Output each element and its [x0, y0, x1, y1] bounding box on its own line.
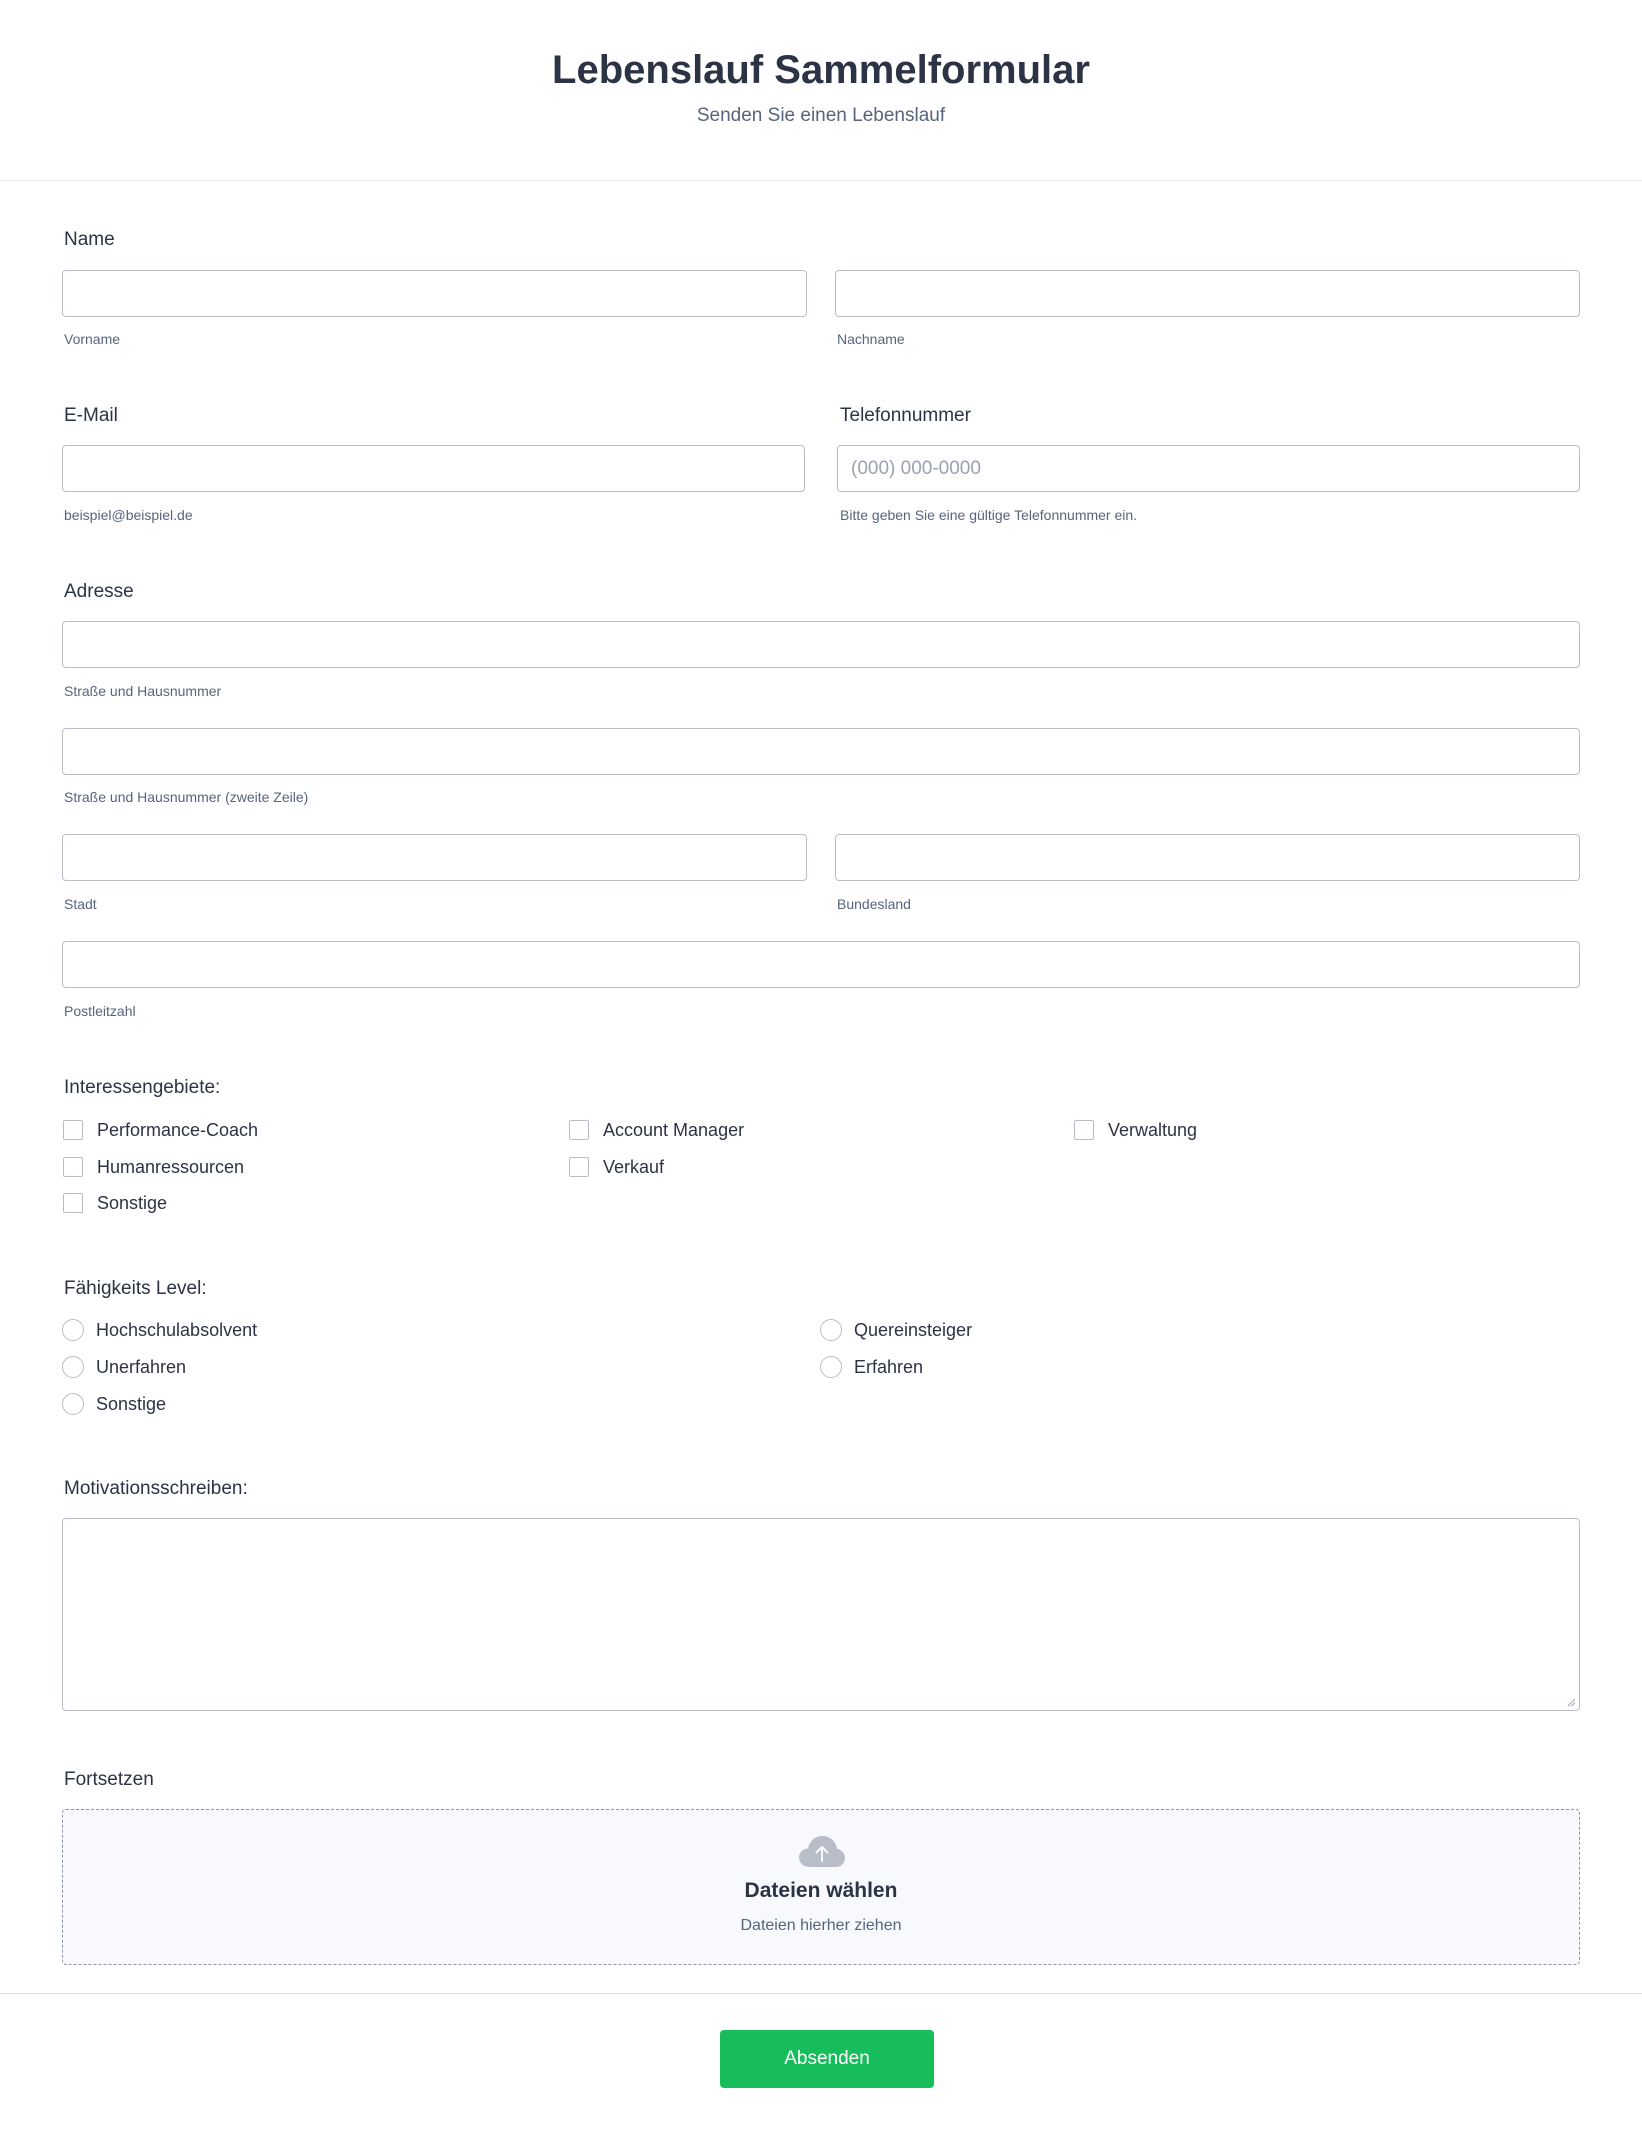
street2-input[interactable] [62, 728, 1580, 775]
last-name-input[interactable] [835, 270, 1580, 317]
phone-sublabel: Bitte geben Sie eine gültige Telefonnummer ein. [840, 507, 1138, 523]
checkbox[interactable] [63, 1157, 83, 1177]
radio-button[interactable] [62, 1319, 84, 1341]
zip-input[interactable] [62, 941, 1580, 988]
email-label: E-Mail [64, 405, 118, 426]
skill-option-hochschulabsolvent[interactable] [62, 1318, 257, 1342]
radio-button[interactable] [820, 1319, 842, 1341]
email-sublabel: beispiel@beispiel.de [64, 507, 193, 523]
skill-option-erfahren[interactable] [820, 1355, 923, 1379]
interest-option-account-manager[interactable] [569, 1118, 744, 1142]
checkbox-label: Account Manager [603, 1119, 745, 1140]
resize-handle-icon[interactable] [1566, 1697, 1576, 1707]
radio-label: Erfahren [854, 1356, 924, 1377]
street2-sublabel: Straße und Hausnummer (zweite Zeile) [64, 789, 309, 805]
checkbox-label: Sonstige [97, 1192, 168, 1213]
upload-subtitle: Dateien hierher ziehen [740, 1917, 902, 1934]
form-header [0, 0, 1642, 181]
checkbox-label: Verkauf [603, 1156, 665, 1177]
zip-sublabel: Postleitzahl [64, 1003, 136, 1019]
skill-option-sonstige[interactable] [62, 1392, 166, 1416]
radio-label: Unerfahren [96, 1356, 187, 1377]
cover-letter-textarea[interactable] [62, 1518, 1580, 1711]
checkbox[interactable] [569, 1157, 589, 1177]
interest-option-performance-coach[interactable] [63, 1118, 258, 1142]
checkbox[interactable] [569, 1120, 589, 1140]
skill-option-quereinsteiger[interactable] [820, 1318, 972, 1342]
interests-label: Interessengebiete: [64, 1077, 221, 1098]
checkbox-label: Performance-Coach [97, 1119, 259, 1140]
name-label: Name [64, 229, 115, 250]
email-input[interactable] [62, 445, 805, 492]
cover-letter-label: Motivationsschreiben: [64, 1478, 248, 1499]
first-name-sublabel: Vorname [64, 331, 121, 347]
phone-input[interactable] [837, 445, 1580, 492]
radio-label: Quereinsteiger [854, 1319, 973, 1340]
checkbox[interactable] [63, 1193, 83, 1213]
street-input[interactable] [62, 621, 1580, 668]
interest-option-verkauf[interactable] [569, 1155, 664, 1179]
checkbox-label: Verwaltung [1108, 1119, 1198, 1140]
address-label: Adresse [64, 581, 134, 602]
radio-button[interactable] [62, 1393, 84, 1415]
street-sublabel: Straße und Hausnummer [64, 683, 222, 699]
footer-divider [0, 1993, 1642, 1994]
submit-button[interactable]: Absenden [720, 2030, 934, 2088]
form-title: Lebenslauf Sammelformular [552, 48, 1090, 92]
interest-option-humanressourcen[interactable] [63, 1155, 244, 1179]
radio-button[interactable] [62, 1356, 84, 1378]
file-upload-dropzone[interactable] [62, 1809, 1580, 1965]
skill-level-label: Fähigkeits Level: [64, 1278, 207, 1299]
checkbox[interactable] [1074, 1120, 1094, 1140]
city-input[interactable] [62, 834, 807, 881]
radio-label: Hochschulabsolvent [96, 1319, 258, 1340]
form-subtitle: Senden Sie einen Lebenslauf [696, 105, 946, 126]
state-sublabel: Bundesland [837, 896, 911, 912]
phone-label: Telefonnummer [840, 405, 971, 426]
state-input[interactable] [835, 834, 1580, 881]
radio-button[interactable] [820, 1356, 842, 1378]
upload-label: Fortsetzen [64, 1769, 154, 1790]
radio-label: Sonstige [96, 1393, 167, 1414]
first-name-input[interactable] [62, 270, 807, 317]
city-sublabel: Stadt [64, 896, 97, 912]
last-name-sublabel: Nachname [837, 331, 905, 347]
upload-title: Dateien wählen [744, 1879, 898, 1902]
interest-option-sonstige[interactable] [63, 1191, 167, 1215]
checkbox-label: Humanressourcen [97, 1156, 245, 1177]
skill-option-unerfahren[interactable] [62, 1355, 186, 1379]
cloud-upload-icon [798, 1834, 846, 1870]
checkbox[interactable] [63, 1120, 83, 1140]
interest-option-verwaltung[interactable] [1074, 1118, 1197, 1142]
